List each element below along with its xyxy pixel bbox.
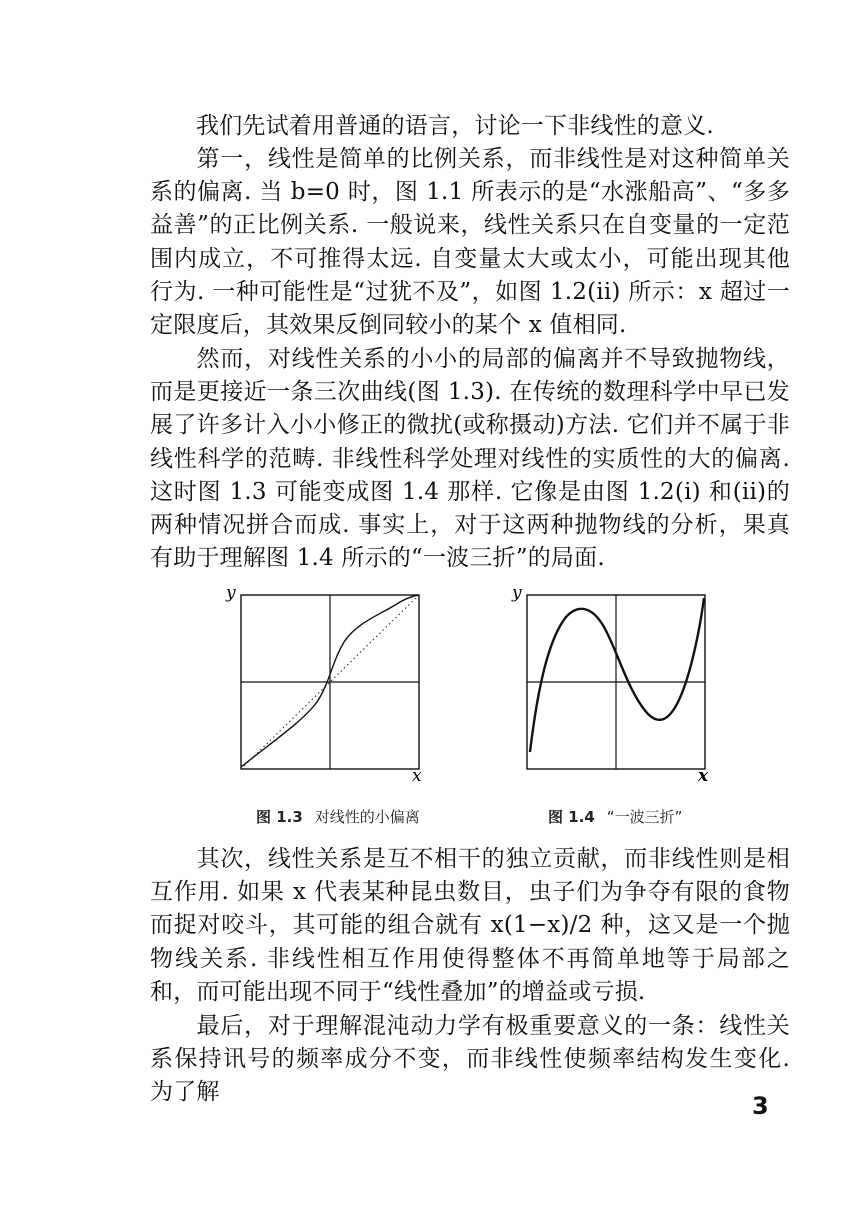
paragraph-small-deviation: 然而，对线性关系的小小的局部的偏离并不导致抛物线，而是更接近一条三次曲线(图 1.3). 在传统的数理科学中早已发展了许多计入小小修正的微扰(或称摄动)方法. 它们并不属于非线性科学的范畴. 非线性科学处理对线性的实质性的大的偏离. 这时图 1.3 可能变成图 1.4 那样. 它像是由图 1.2(i) 和(ii)的两种情况拼合而成. 事实上，对于这两种抛物线的分析，果真有助于理解图 1.4 所示的“一波三折”的局面. — [150, 346, 790, 572]
paragraph-last-point: 最后，对于理解混沌动力学有极重要意义的一条：线性关系保持讯号的频率成分不变，而非线性使频率结构发生变化. 为了解 — [150, 1013, 790, 1106]
figure-number: 图 1.3 — [256, 808, 303, 826]
wave-curve — [530, 598, 704, 752]
x-axis-label: x — [412, 766, 422, 782]
x-axis-label: x — [698, 766, 709, 782]
figure-number: 图 1.4 — [548, 808, 595, 826]
figure-title: 对线性的小偏离 — [314, 808, 420, 826]
figure-1-3 — [222, 582, 432, 782]
figure-1-3-caption — [256, 806, 420, 827]
y-axis-label: y — [512, 583, 522, 603]
paragraph-intro: 我们先试着用普通的语言，讨论一下非线性的意义. — [196, 113, 714, 139]
y-axis-label: y — [226, 583, 236, 603]
figure-title: “一波三折” — [606, 808, 683, 826]
figure-1-4-caption — [548, 806, 682, 827]
paragraph-first-point: 第一，线性是简单的比例关系，而非线性是对这种简单关系的偏离. 当 b=0 时，图 1.1 所表示的是“水涨船高”、“多多益善”的正比例关系. 一般说来，线性关系只在自变量的一定范围内成立，不可推得太远. 自变量太大或太小，可能出现其他行为. 一种可能性是“过犹不及”，如图 1.2(ii) 所示：x 超过一定限度后，其效果反倒同较小的某个 x 值相同. — [150, 146, 790, 339]
page-number: 3 — [752, 1092, 769, 1120]
paragraph-second-point: 其次，线性关系是互不相干的独立贡献，而非线性则是相互作用. 如果 x 代表某种昆虫数目，虫子们为争夺有限的食物而捉对咬斗，其可能的组合就有 x(1−x)/2 种，这又是一个抛物线关系. 非线性相互作用使得整体不再简单地等于局部之和，而可能出现不同于“线性叠加”的增益或亏损. — [150, 846, 790, 1005]
figure-1-4 — [508, 582, 718, 782]
